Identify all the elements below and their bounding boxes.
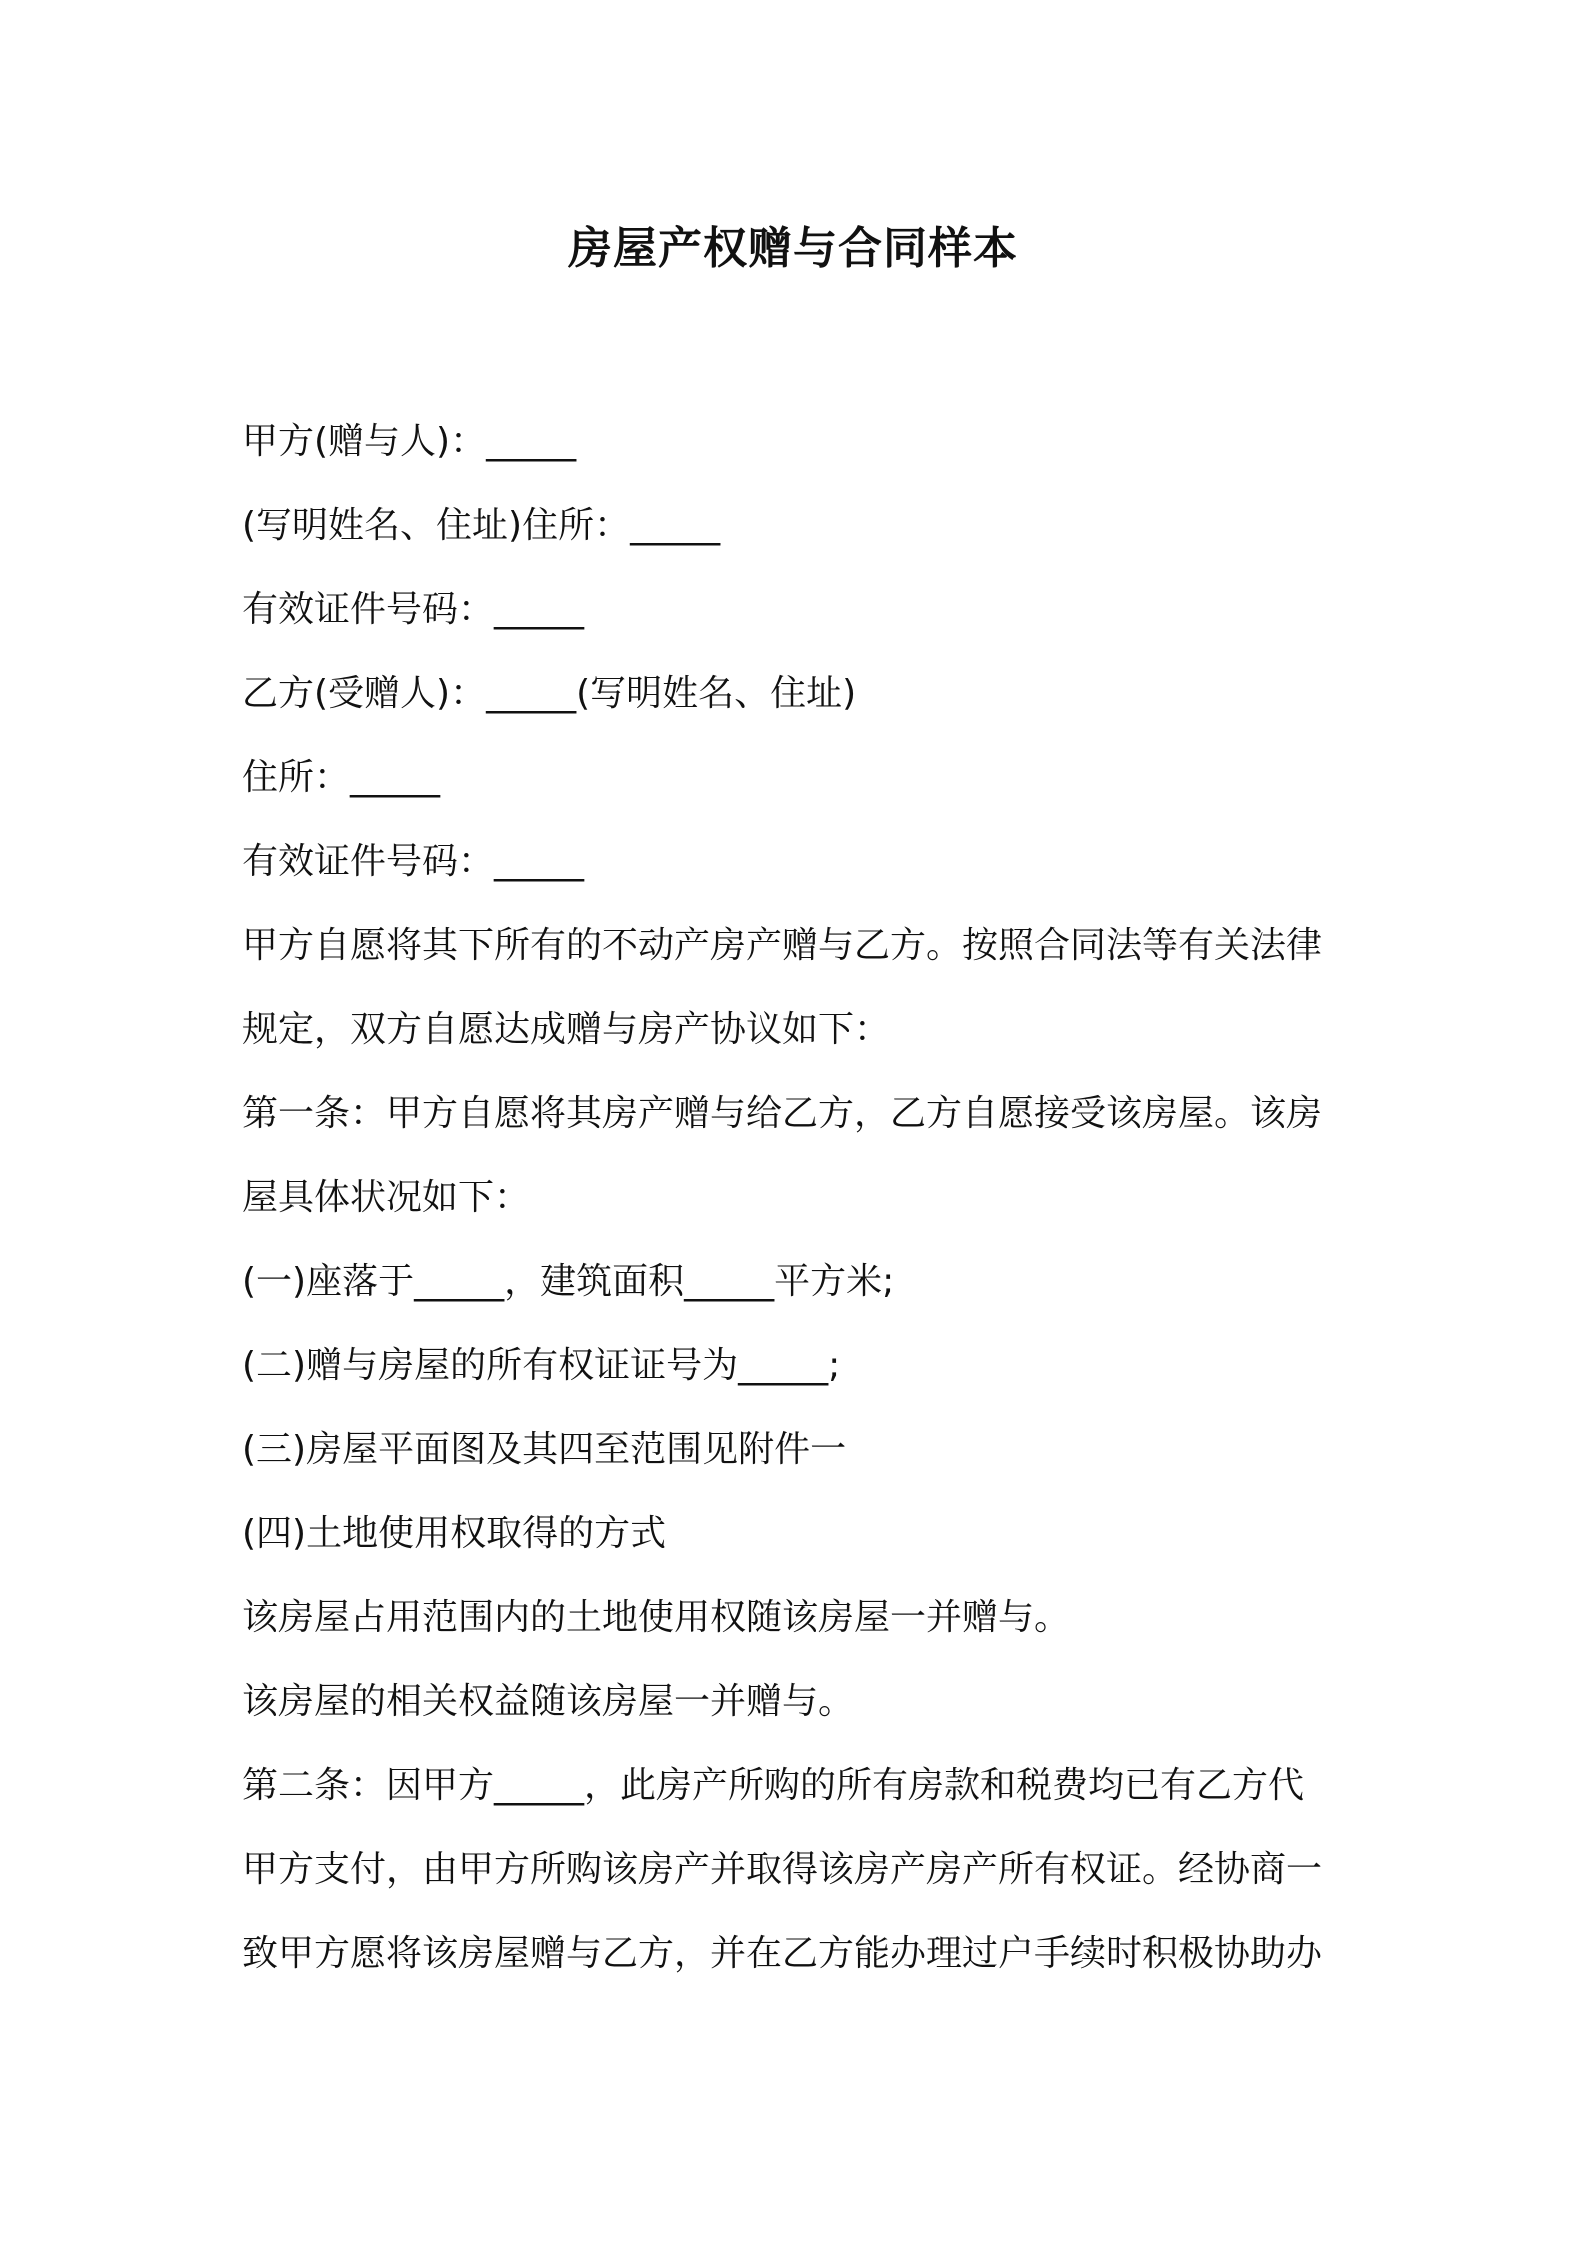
paragraph-line: 该房屋的相关权益随该房屋一并赠与。 bbox=[242, 1681, 855, 1722]
document-title: 房屋产权赠与合同样本 bbox=[568, 223, 1018, 274]
party-b-id-line: 有效证件号码：_____ bbox=[242, 841, 585, 882]
party-b-address-line: 住所：_____ bbox=[242, 757, 441, 798]
document-body bbox=[242, 400, 1360, 1996]
article-two-line: 第二条：因甲方_____，此房产所购的所有房款和税费均已有乙方代 bbox=[242, 1765, 1305, 1806]
article-one-line: 屋具体状况如下： bbox=[242, 1177, 531, 1218]
clause-item-line: (四)土地使用权取得的方式 bbox=[242, 1513, 667, 1554]
preamble-line: 甲方自愿将其下所有的不动产房产赠与乙方。按照合同法等有关法律 bbox=[242, 925, 1323, 966]
preamble-line: 规定，双方自愿达成赠与房产协议如下： bbox=[242, 1009, 891, 1050]
clause-item-line: (三)房屋平面图及其四至范围见附件一 bbox=[242, 1429, 847, 1470]
article-one-line: 第一条：甲方自愿将其房产赠与给乙方，乙方自愿接受该房屋。该房 bbox=[242, 1093, 1323, 1134]
party-a-id-line: 有效证件号码：_____ bbox=[242, 589, 585, 630]
article-two-line: 甲方支付，由甲方所购该房产并取得该房产房产所有权证。经协商一 bbox=[242, 1849, 1323, 1890]
clause-item-line: (二)赠与房屋的所有权证证号为_____; bbox=[242, 1345, 841, 1386]
clause-item-line: (一)座落于_____，建筑面积_____平方米; bbox=[242, 1261, 895, 1302]
article-two-line: 致甲方愿将该房屋赠与乙方，并在乙方能办理过户手续时积极协助办 bbox=[242, 1933, 1323, 1974]
party-a-line: 甲方(赠与人)：_____ bbox=[242, 421, 577, 462]
party-a-address-line: (写明姓名、住址)住所：_____ bbox=[242, 505, 721, 546]
paragraph-line: 该房屋占用范围内的土地使用权随该房屋一并赠与。 bbox=[242, 1597, 1071, 1638]
party-b-line: 乙方(受赠人)：_____(写明姓名、住址) bbox=[242, 673, 857, 714]
